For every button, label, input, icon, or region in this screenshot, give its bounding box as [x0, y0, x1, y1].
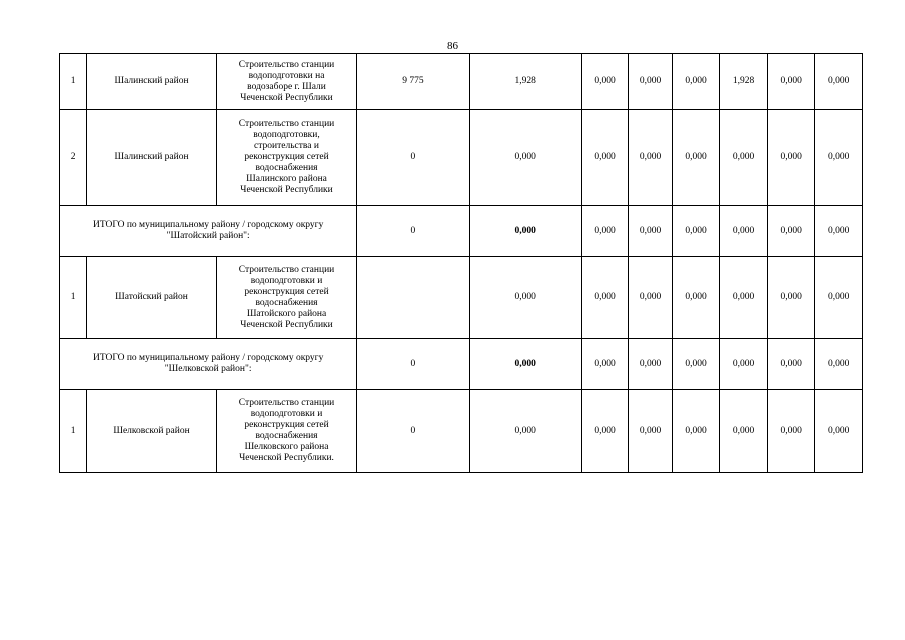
row-number: 2	[60, 110, 87, 206]
value-cell: 0,000	[672, 390, 720, 473]
description-cell	[216, 54, 357, 110]
description-line: реконструкция сетей	[244, 420, 329, 430]
total-label-line: "Шелковской район":	[164, 364, 252, 374]
district-cell: Шалинский район	[87, 110, 216, 206]
table-row	[60, 257, 863, 339]
description-line: строительства и	[254, 141, 319, 151]
description-cell	[216, 257, 357, 339]
value-cell: 0,000	[469, 110, 581, 206]
value-cell: 0	[357, 339, 469, 390]
description-line: реконструкция сетей	[244, 286, 329, 297]
value-cell: 0,000	[767, 110, 815, 206]
description-line: Шатойского района	[246, 308, 327, 319]
table-row	[60, 54, 863, 110]
description-line: реконструкция сетей	[244, 152, 329, 162]
value-cell: 0,000	[815, 54, 863, 110]
row-number: 1	[60, 54, 87, 110]
value-cell: 0,000	[767, 339, 815, 390]
value-cell: 0,000	[581, 110, 629, 206]
total-row	[60, 206, 863, 257]
value-cell: 0,000	[672, 54, 720, 110]
description-cell	[216, 390, 357, 473]
value-cell: 0,000	[672, 339, 720, 390]
total-label-line: "Шатойский район":	[166, 231, 250, 241]
description-line: водоподготовки и	[250, 409, 323, 419]
value-cell: 0,000	[581, 206, 629, 257]
description-line: Строительство станции	[238, 59, 335, 70]
value-cell: 0,000	[815, 206, 863, 257]
description-line: Строительство станции	[238, 398, 335, 408]
value-cell: 0,000	[815, 110, 863, 206]
description-line: водоснабжения	[255, 431, 318, 441]
value-cell: 0,000	[720, 339, 768, 390]
value-cell: 0,000	[720, 257, 768, 339]
value-cell: 0,000	[629, 54, 672, 110]
table-row	[60, 390, 863, 473]
district-cell: Шалинский район	[87, 54, 216, 110]
total-label-line: ИТОГО по муниципальному району / городскому округу	[92, 220, 324, 230]
value-cell	[357, 257, 469, 339]
total-label-line: ИТОГО по муниципальному району / городскому округу	[92, 353, 324, 363]
total-row	[60, 339, 863, 390]
total-value-cell: 0,000	[469, 206, 581, 257]
value-cell: 0,000	[629, 257, 672, 339]
value-cell: 0,000	[629, 339, 672, 390]
description-line: Чеченской Республики.	[239, 453, 334, 463]
value-cell: 0,000	[767, 54, 815, 110]
description-line: Шелковского района	[244, 442, 329, 452]
value-cell: 0,000	[581, 54, 629, 110]
total-label	[60, 206, 357, 257]
description-line: Строительство станции	[238, 264, 335, 275]
value-cell: 0,000	[672, 206, 720, 257]
value-cell: 0	[357, 110, 469, 206]
value-cell: 9 775	[357, 54, 469, 110]
value-cell: 0,000	[469, 390, 581, 473]
value-cell: 0	[357, 390, 469, 473]
value-cell: 0,000	[767, 390, 815, 473]
value-cell: 1,928	[469, 54, 581, 110]
description-line: Чеченской Республики	[240, 92, 333, 103]
description-line: водоподготовки и	[250, 275, 323, 286]
value-cell: 0,000	[815, 390, 863, 473]
value-cell: 0,000	[672, 110, 720, 206]
description-line: Чеченской Республики	[240, 319, 333, 330]
value-cell: 0,000	[815, 339, 863, 390]
description-line: Строительство станции	[238, 119, 335, 129]
row-number: 1	[60, 390, 87, 473]
value-cell: 0,000	[720, 110, 768, 206]
description-line: Шалинского района	[246, 174, 327, 184]
description-line: Чеченской Республики	[240, 185, 333, 195]
value-cell: 0,000	[672, 257, 720, 339]
value-cell: 0,000	[581, 257, 629, 339]
row-number: 1	[60, 257, 87, 339]
description-cell	[216, 110, 357, 206]
value-cell: 0,000	[629, 110, 672, 206]
budget-table	[59, 53, 863, 473]
value-cell: 0,000	[720, 206, 768, 257]
description-line: водоподготовки,	[253, 130, 320, 140]
value-cell: 0,000	[581, 390, 629, 473]
value-cell: 0	[357, 206, 469, 257]
value-cell: 0,000	[767, 206, 815, 257]
value-cell: 0,000	[581, 339, 629, 390]
total-label	[60, 339, 357, 390]
value-cell: 0,000	[629, 206, 672, 257]
description-line: водоподготовки на	[248, 70, 325, 81]
description-line: водозаборе г. Шали	[247, 81, 326, 92]
total-value-cell: 0,000	[469, 339, 581, 390]
page-number: 86	[447, 40, 458, 52]
table-row	[60, 110, 863, 206]
description-line: водоснабжения	[255, 163, 318, 173]
value-cell: 0,000	[469, 257, 581, 339]
value-cell: 0,000	[767, 257, 815, 339]
district-cell: Шелковской район	[87, 390, 216, 473]
value-cell: 1,928	[720, 54, 768, 110]
value-cell: 0,000	[815, 257, 863, 339]
value-cell: 0,000	[629, 390, 672, 473]
description-line: водоснабжения	[255, 297, 318, 308]
district-cell: Шатойский район	[87, 257, 216, 339]
value-cell: 0,000	[720, 390, 768, 473]
